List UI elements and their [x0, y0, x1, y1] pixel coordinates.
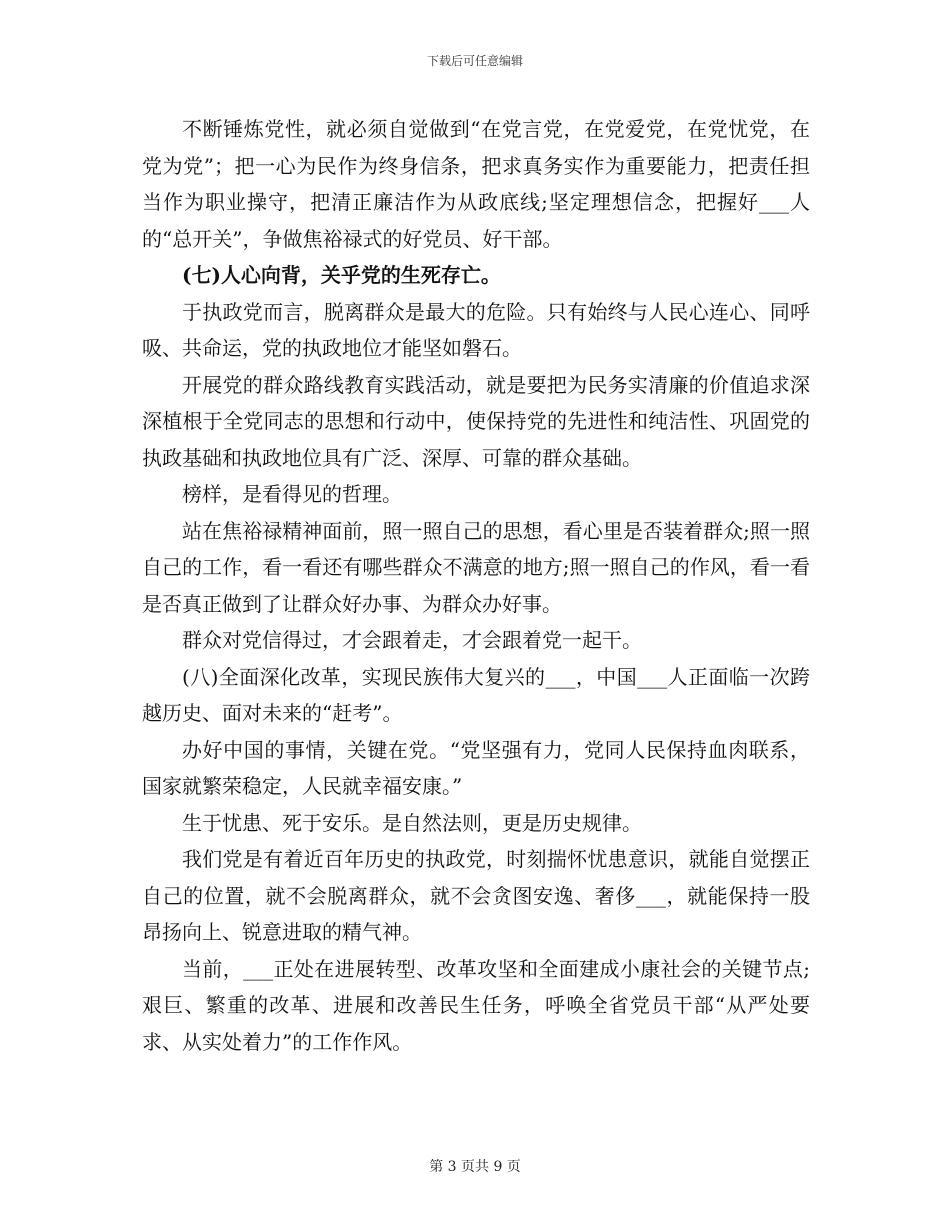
document-body [142, 111, 810, 1060]
page-number-footer: 第 3 页共 9 页 [429, 1159, 521, 1175]
paragraph: 我们党是有着近百年历史的执政党，时刻揣怀忧患意识，就能自觉摆正自己的位置，就不会脱离群众，就不会贪图安逸、奢侈___，就能保持一股昂扬向上、锐意进取的精气神。 [142, 847, 810, 944]
paragraph: 站在焦裕禄精神面前，照一照自己的思想，看心里是否装着群众;照一照自己的工作，看一看还有哪些群众不满意的地方;照一照自己的作风，看一看是否真正做到了让群众好办事、为群众办好事。 [142, 518, 810, 616]
page-header: 下载后可任意编辑 [426, 54, 523, 68]
paragraph: 当前，___正处在进展转型、改革攻坚和全面建成小康社会的关键节点;艰巨、繁重的改革、进展和改善民生任务，呼唤全省党员干部“从严处要求、从实处着力”的工作作风。 [142, 956, 810, 1054]
paragraph: 开展党的群众路线教育实践活动，就是要把为民务实清廉的价值追求深深植根于全党同志的思想和行动中，使保持党的先进性和纯洁性、巩固党的执政基础和执政地位具有广泛、深厚、可靠的群众基础。 [142, 372, 810, 470]
paragraph: 榜样，是看得见的哲理。 [182, 482, 402, 506]
paragraph: 办好中国的事情，关键在党。“党坚强有力，党同人民保持血肉联系，国家就繁荣稳定，人民就幸福安康。” [142, 737, 810, 798]
paragraph: (八)全面深化改革，实现民族伟大复兴的___，中国___人正面临一次跨越历史、面对未来的“赶考”。 [142, 664, 810, 725]
paragraph: 不断锤炼党性，就必须自觉做到“在党言党，在党爱党，在党忧党，在党为党”；把一心为民作为终身信条，把求真务实作为重要能力，把责任担当作为职业操守，把清正廉洁作为从政底线;坚定理想信念，把握好___人的“总开关”，争做焦裕禄式的好党员、好干部。 [142, 117, 810, 251]
paragraph: 于执政党而言，脱离群众是最大的危险。只有始终与人民心连心、同呼吸、共命运，党的执政地位才能坚如磐石。 [142, 299, 810, 360]
section-heading: (七)人心向背，关乎党的生死存亡。 [182, 263, 501, 287]
paragraph: 群众对党信得过，才会跟着走，才会跟着党一起干。 [182, 628, 642, 652]
paragraph: 生于忧患、死于安乐。是自然法则，更是历史规律。 [182, 810, 642, 835]
